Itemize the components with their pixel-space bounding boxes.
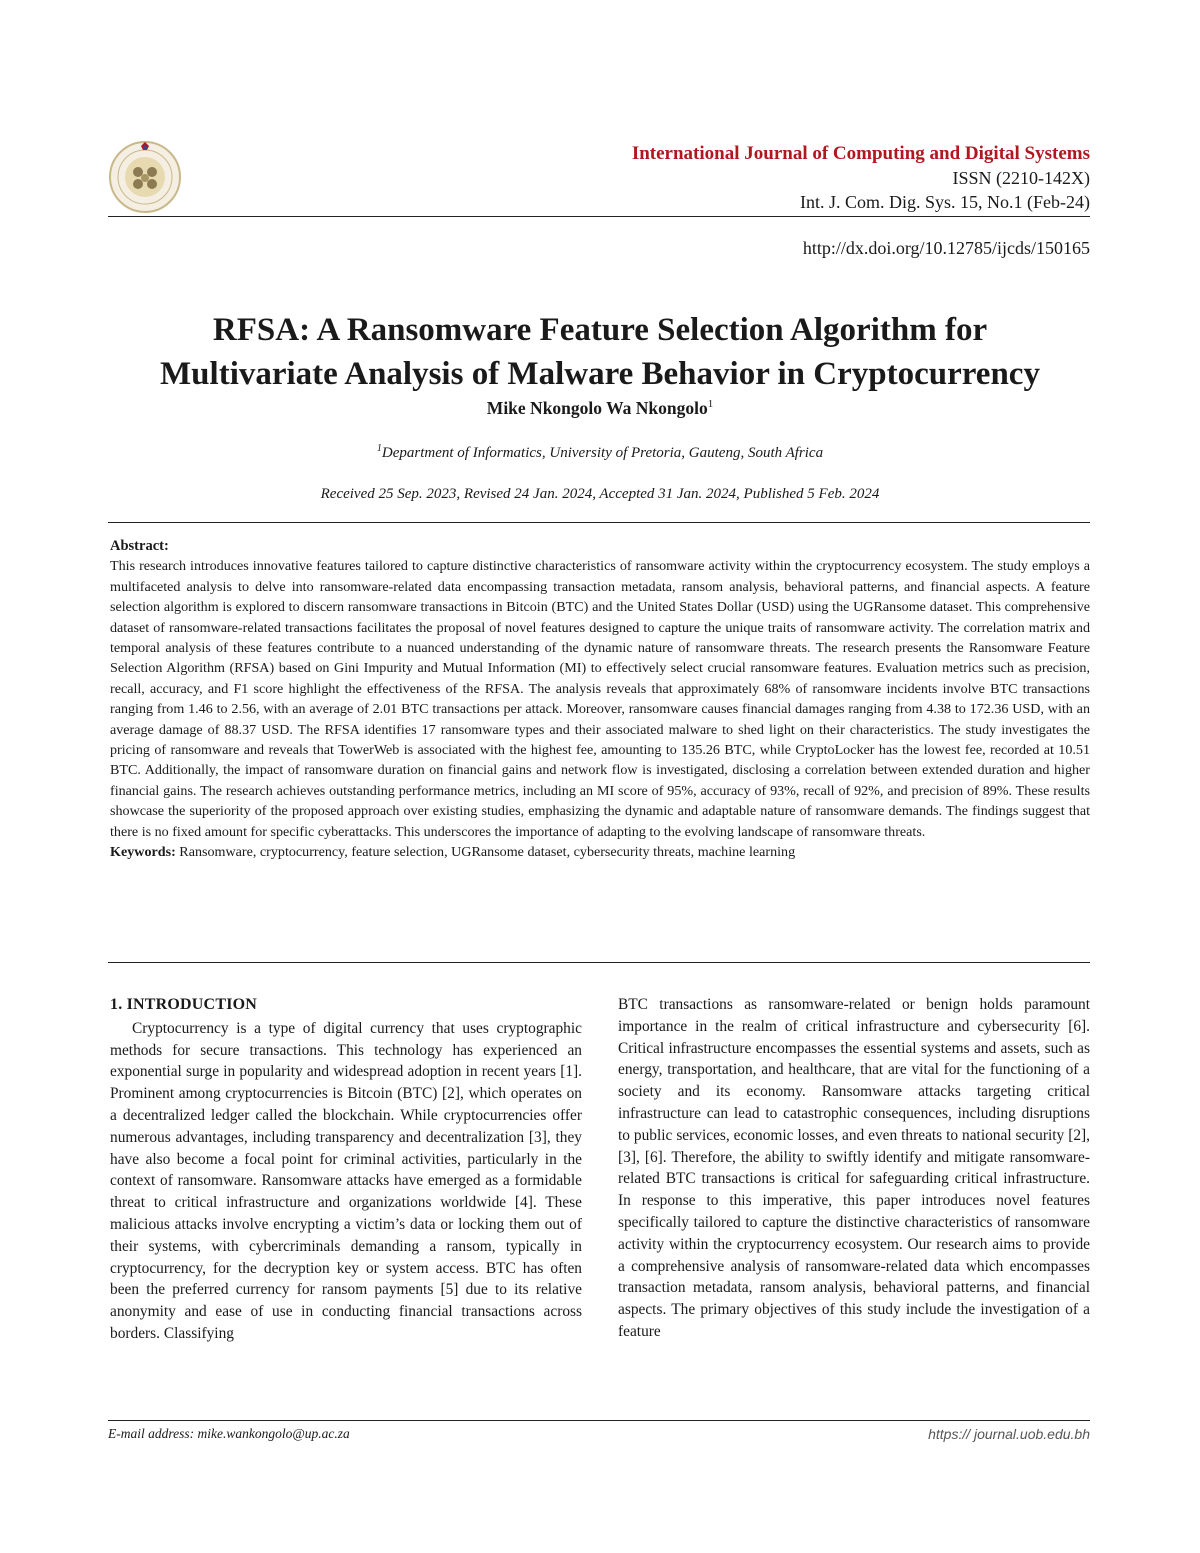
section-heading-introduction: 1. INTRODUCTION <box>110 996 258 1013</box>
intro-paragraph-right: BTC transactions as ransomware-related or benign holds paramount importance in the realm of critical infrastructure and cybersecurity [6]. Critical infrastructure encompasses the essential systems and assets, such as energy, transportation, and healthcare, that are vital for the functioning of a society and its economy. Ransomware attacks targeting critical infrastructure can lead to catastrophic consequences, including disruptions to public services, economic losses, and even threats to national security [2], [3], [6]. Therefore, the ability to swiftly identify and mitigate ransomware-related BTC transactions is critical for safeguarding critical infrastructure. In response to this imperative, this paper introduces novel features specifically tailored to capture the distinctive characteristics of ransomware activity within the cryptocurrency ecosystem. Our research aims to provide a comprehensive analysis of ransomware-related data which encompasses transaction metadata, ransom analysis, behavioral patterns, and financial aspects. The primary objectives of this study include the investigation of a feature <box>618 996 1090 1340</box>
title-line-2: Multivariate Analysis of Malware Behavior in Cryptocurrency <box>160 356 1040 392</box>
footer-divider <box>108 1420 1090 1421</box>
doi-link[interactable]: http://dx.doi.org/10.12785/ijcds/150165 <box>802 238 1090 258</box>
author-line <box>0 398 1200 419</box>
issn: ISSN (2210-142X) <box>952 168 1090 188</box>
title-line-1: RFSA: A Ransomware Feature Selection Algorithm for <box>212 312 988 348</box>
publication-dates: Received 25 Sep. 2023, Revised 24 Jan. 2024, Accepted 31 Jan. 2024, Published 5 Feb. 2024 <box>320 486 880 502</box>
keywords-text: Ransomware, cryptocurrency, feature selection, UGRansome dataset, cybersecurity threats, machine learning <box>179 844 796 861</box>
abstract-heading: Abstract: <box>110 538 169 554</box>
journal-header <box>632 142 1090 214</box>
journal-citation: Int. J. Com. Dig. Sys. 15, No.1 (Feb-24) <box>799 192 1090 212</box>
left-column <box>110 994 582 1345</box>
author-superscript: 1 <box>707 398 714 411</box>
journal-website-link[interactable]: https:// journal.uob.edu.bh <box>928 1426 1090 1442</box>
keywords-label: Keywords: <box>110 844 176 861</box>
university-seal-logo <box>108 140 182 214</box>
paper-title <box>60 308 1140 396</box>
affiliation-text: Department of Informatics, University of Pretoria, Gauteng, South Africa <box>381 445 824 461</box>
abstract-bottom-divider <box>108 962 1090 963</box>
abstract-section <box>110 536 1090 863</box>
intro-paragraph-left: Cryptocurrency is a type of digital currency that uses cryptographic methods for secure transactions. This technology has experienced an exponential surge in popularity and widespread adoption in recent years [1]. Prominent among cryptocurrencies is Bitcoin (BTC) [2], which operates on a decentralized ledger called the blockchain. While cryptocurrencies offer numerous advantages, including transparency and decentralization [3], they have also become a focal point for criminal activities, particularly in the context of ransomware. Ransomware attacks have emerged as a formidable threat to critical infrastructure and organizations worldwide [4]. These malicious attacks involve encrypting a victim’s data or locking them out of their systems, with cybercriminals demanding a ransom, typically in cryptocurrency, for the decryption key or system access. BTC has often been the preferred currency for ransom payments [5] due to its relative anonymity and ease of use in conducting financial transactions across borders. Classifying <box>110 1019 582 1342</box>
author-name: Mike Nkongolo Wa Nkongolo <box>486 398 708 418</box>
keywords-line <box>110 842 1090 862</box>
right-column <box>618 994 1090 1343</box>
affiliation-superscript: 1 <box>376 443 382 454</box>
affiliation-line <box>0 443 1200 462</box>
header-divider <box>108 216 1090 217</box>
abstract-text: This research introduces innovative features tailored to capture distinctive characteristics of ransomware activity within the cryptocurrency ecosystem. The study employs a multifaceted analysis to delve into ransomware-related data encompassing transaction metadata, ransom analysis, behavioral patterns, and financial aspects. A feature selection algorithm is explored to discern ransomware transactions in Bitcoin (BTC) and the United States Dollar (USD) using the UGRansome dataset. This comprehensive dataset of ransomware-related transactions facilitates the proposal of novel features designed to capture the unique traits of ransomware activity. The correlation matrix and temporal analysis of these features contribute to a nuanced understanding of the dynamic nature of ransomware threats. The research presents the Ransomware Feature Selection Algorithm (RFSA) based on Gini Impurity and Mutual Information (MI) to effectively select crucial ransomware features. Evaluation metrics such as precision, recall, accuracy, and F1 score highlight the effectiveness of the RFSA. The analysis reveals that approximately 68% of ransomware incidents involve BTC transactions ranging from 1.46 to 2.56, with an average of 2.01 BTC transactions per attack. Moreover, ransomware causes financial damages ranging from 4.38 to 172.36 USD, with an average damage of 88.37 USD. The RFSA identifies 17 ransomware types and their associated malware to shed light on their characteristics. The study investigates the pricing of ransomware and reveals that TowerWeb is associated with the highest fee, amounting to 135.26 BTC, while CryptoLocker has the lowest fee, recorded at 10.51 BTC. Additionally, the impact of ransomware duration on financial gains and network flow is investigated, disclosing a correlation between extended duration and higher financial gains. The research achieves outstanding performance metrics, including an MI score of 95%, accuracy of 93%, recall of 92%, and precision of 89%. These results showcase the superiority of the proposed approach over existing studies, emphasizing the dynamic and adaptable nature of ransomware demands. The findings suggest that there is no fixed amount for specific cyberattacks. This underscores the importance of adapting to the evolving landscape of ransomware threats. <box>110 558 1090 840</box>
journal-name: International Journal of Computing and Digital Systems <box>631 143 1090 164</box>
abstract-top-divider <box>108 522 1090 523</box>
author-email[interactable]: E-mail address: mike.wankongolo@up.ac.za <box>108 1426 350 1441</box>
